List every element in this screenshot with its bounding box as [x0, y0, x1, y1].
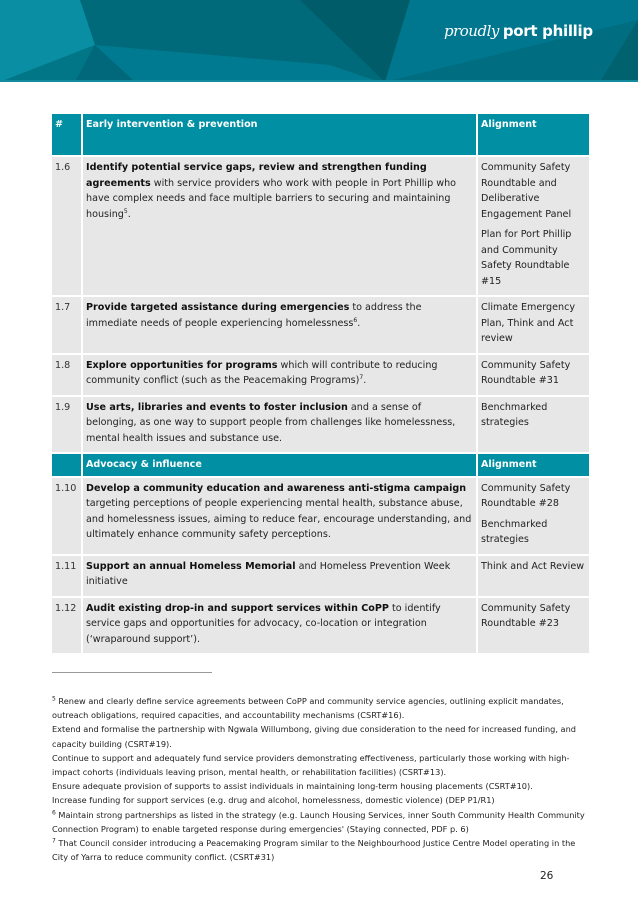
alignment-item: Plan for Port Phillip and Community Safety Roundtable #15 [481, 229, 572, 287]
alignment-item: Climate Emergency Plan, Think and Act review [481, 302, 576, 344]
row-action [82, 296, 477, 354]
row-number: 1.11 [52, 555, 82, 597]
banner-geometric-background [0, 0, 638, 82]
alignment-item: Community Safety Roundtable #23 [481, 602, 571, 629]
row-number: 1.8 [52, 354, 82, 396]
table-header-row [52, 454, 589, 477]
table-row [52, 396, 589, 453]
header-number [52, 454, 82, 477]
header-action: Early intervention & prevention [82, 114, 477, 156]
row-action [82, 396, 477, 453]
row-action [82, 477, 477, 555]
table-row [52, 156, 589, 296]
footnote-5-line: Extend and formalise the partnership with Ngwala Willumbong, giving due consideration to the need for increased funding, and capacity building (CSRT#19). [52, 724, 576, 749]
row-number: 1.10 [52, 477, 82, 555]
action-title: Use arts, libraries and events to foster inclusion [86, 401, 348, 413]
banner-divider [0, 80, 638, 82]
table-header-row [52, 114, 589, 156]
table-row [52, 296, 589, 354]
row-alignment [477, 477, 589, 555]
row-alignment [477, 396, 589, 453]
action-text: and a sense of belonging, as one way to support people from challenges like homelessness, mental health issues and substance use. [86, 401, 456, 444]
row-action [82, 555, 477, 597]
action-text: with service providers who work with people in Port Phillip who have complex needs and face multiple barriers to securing and maintaining housing [86, 177, 457, 220]
action-title: Provide targeted assistance during emergencies [86, 302, 350, 313]
footnote-marker: 5 [52, 695, 56, 703]
action-tail: . [357, 317, 361, 329]
footnote-6 [52, 808, 592, 836]
table-row [52, 555, 589, 597]
table-row [52, 354, 589, 396]
alignment-item: Benchmarked strategies [481, 401, 548, 428]
footnote-5-line: Increase funding for support services (e.g. drug and alcohol, homelessness, domestic violence) (DEP P1/R1) [52, 795, 495, 806]
row-alignment [477, 296, 589, 354]
action-text: to address the immediate needs of people experiencing homelessness [86, 302, 422, 329]
row-number: 1.7 [52, 296, 82, 354]
row-alignment [477, 555, 589, 597]
row-action [82, 597, 477, 654]
table-row [52, 597, 589, 654]
header-banner [0, 0, 638, 82]
page-number: 26 [540, 870, 554, 882]
row-number: 1.9 [52, 396, 82, 453]
port-phillip-logo [444, 22, 593, 40]
action-text: which will contribute to reducing community conflict (such as the Peacemaking Programs) [86, 359, 438, 386]
row-action [82, 156, 477, 296]
row-action [82, 354, 477, 396]
action-tail: . [363, 375, 367, 386]
header-action: Advocacy & influence [82, 454, 477, 477]
action-title: Audit existing drop-in and support services within CoPP [86, 602, 389, 614]
header-number: # [52, 114, 82, 156]
row-number: 1.6 [52, 156, 82, 296]
footnote-ref[interactable]: 5 [123, 207, 128, 215]
early-intervention-table [52, 114, 589, 452]
footnote-ref[interactable]: 6 [353, 316, 358, 324]
action-title: Identify potential service gaps, review and strengthen funding agreements [86, 162, 427, 189]
header-alignment: Alignment [477, 114, 589, 156]
footnote-7 [52, 836, 592, 864]
footnote-5 [52, 694, 592, 722]
footnote-5-line: Ensure adequate provision of supports to assist individuals in maintaining long-term housing placements (CSRT#10). [52, 781, 533, 792]
table-row [52, 477, 589, 555]
action-text: to identify service gaps and opportunities for advocacy, co-location or integration (‘wraparound support’). [86, 602, 441, 645]
footnote-text: Renew and clearly define service agreements between CoPP and community service agencies, outlining explicit mandates, outreach obligations, required capacities, and accountability mechanisms (CSRT#16). [52, 696, 564, 721]
action-title: Explore opportunities for programs [86, 359, 278, 371]
footnote-separator [52, 672, 212, 673]
row-alignment [477, 156, 589, 296]
alignment-item: Think and Act Review [481, 560, 585, 572]
action-text: and Homeless Prevention Week initiative [86, 560, 451, 587]
footnote-5-line: Continue to support and adequately fund service providers demonstrating effectiveness, particularly those working with high-impact cohorts (individuals leaving prison, mental health, or rehabilitation facilities) (CSRT#13). [52, 752, 570, 778]
logo-bold-text: port phillip [502, 22, 593, 40]
action-title: Support an annual Homeless Memorial [86, 560, 296, 572]
alignment-item: Community Safety Roundtable #31 [481, 359, 571, 386]
footnote-ref[interactable]: 7 [359, 373, 364, 381]
row-alignment [477, 354, 589, 396]
action-text: targeting perceptions of people experiencing mental health, substance abuse, and homelessness issues, aiming to reduce fear, encourage understanding, and ultimately enhance community safety perceptions. [86, 498, 472, 540]
alignment-item: Community Safety Roundtable #28 [481, 482, 571, 509]
row-number: 1.12 [52, 597, 82, 654]
footnotes [52, 694, 592, 864]
row-alignment [477, 597, 589, 654]
header-alignment: Alignment [477, 454, 589, 477]
action-tail: . [127, 208, 131, 220]
footnote-marker: 6 [52, 808, 56, 816]
footnote-marker: 7 [52, 837, 56, 845]
footnote-text: Maintain strong partnerships as listed in the strategy (e.g. Launch Housing Services, inner South Community Health Community Connection Program) to enable targeted response during emergencies' (Staying connected, PDF p. 6) [52, 809, 585, 834]
advocacy-influence-table [52, 454, 589, 653]
logo-script-text: proudly [444, 22, 499, 40]
action-title: Develop a community education and awareness anti-stigma campaign [86, 482, 467, 494]
footnote-text: That Council consider introducing a Peacemaking Program similar to the Neighbourhood Justice Centre Model operating in the City of Yarra to reduce community conflict. (CSRT#31) [52, 838, 576, 863]
alignment-item: Community Safety Roundtable and Deliberative Engagement Panel [481, 162, 572, 220]
alignment-item: Benchmarked strategies [481, 518, 548, 545]
